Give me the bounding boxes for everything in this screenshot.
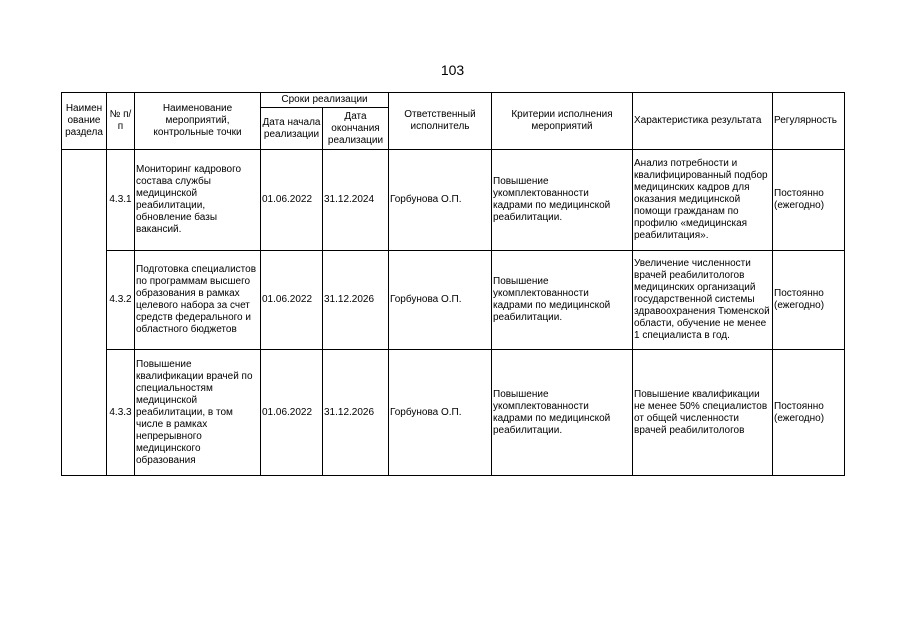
header-result: Характеристика результата	[633, 93, 773, 150]
row-num: 4.3.2	[107, 251, 135, 350]
row-criteria: Повышение укомплектованности кадрами по медицинской реабилитации.	[492, 251, 633, 350]
row-regularity: Постоянно (ежегодно)	[773, 150, 845, 251]
row-start-date: 01.06.2022	[261, 350, 323, 476]
row-regularity: Постоянно (ежегодно)	[773, 251, 845, 350]
row-num: 4.3.3	[107, 350, 135, 476]
table-row	[62, 350, 845, 476]
row-result: Увеличение численности врачей реабилитологов медицинских организаций государственной системы здравоохранения Тюменской области, обучение не менее 1 специалиста в год.	[633, 251, 773, 350]
section-cell	[62, 150, 107, 476]
header-criteria: Критерии исполнения мероприятий	[492, 93, 633, 150]
row-end-date: 31.12.2024	[323, 150, 389, 251]
row-name: Подготовка специалистов по программам высшего образования в рамках целевого набора за счет средств федерального и областного бюджетов	[135, 251, 261, 350]
row-regularity: Постоянно (ежегодно)	[773, 350, 845, 476]
row-result: Анализ потребности и квалифицированный подбор медицинских кадров для оказания медицинской помощи гражданам по профилю «медицинская реабилитация».	[633, 150, 773, 251]
header-terms: Сроки реализации	[261, 93, 389, 108]
row-num: 4.3.1	[107, 150, 135, 251]
row-end-date: 31.12.2026	[323, 251, 389, 350]
row-result: Повышение квалификации не менее 50% специалистов от общей численности врачей реабилитологов	[633, 350, 773, 476]
row-responsible: Горбунова О.П.	[389, 251, 492, 350]
header-end: Дата окончания реализации	[323, 108, 389, 150]
header-responsible: Ответственный исполнитель	[389, 93, 492, 150]
row-responsible: Горбунова О.П.	[389, 150, 492, 251]
row-responsible: Горбунова О.П.	[389, 350, 492, 476]
header-name: Наименование мероприятий, контрольные точки	[135, 93, 261, 150]
header-section: Наимен ование раздела	[62, 93, 107, 150]
row-criteria: Повышение укомплектованности кадрами по медицинской реабилитации.	[492, 150, 633, 251]
row-start-date: 01.06.2022	[261, 251, 323, 350]
row-name: Повышение квалификации врачей по специальностям медицинской реабилитации, в том числе в рамках непрерывного медицинского образования	[135, 350, 261, 476]
header-row-1	[62, 93, 845, 108]
table-row	[62, 150, 845, 251]
row-end-date: 31.12.2026	[323, 350, 389, 476]
activities-table	[61, 92, 845, 476]
row-start-date: 01.06.2022	[261, 150, 323, 251]
header-start: Дата начала реализации	[261, 108, 323, 150]
header-num: № п/п	[107, 93, 135, 150]
table-row	[62, 251, 845, 350]
page-number: 103	[440, 62, 465, 78]
header-regularity: Регулярность	[773, 93, 845, 150]
row-name: Мониторинг кадрового состава службы медицинской реабилитации, обновление базы вакансий.	[135, 150, 261, 251]
row-criteria: Повышение укомплектованности кадрами по медицинской реабилитации.	[492, 350, 633, 476]
